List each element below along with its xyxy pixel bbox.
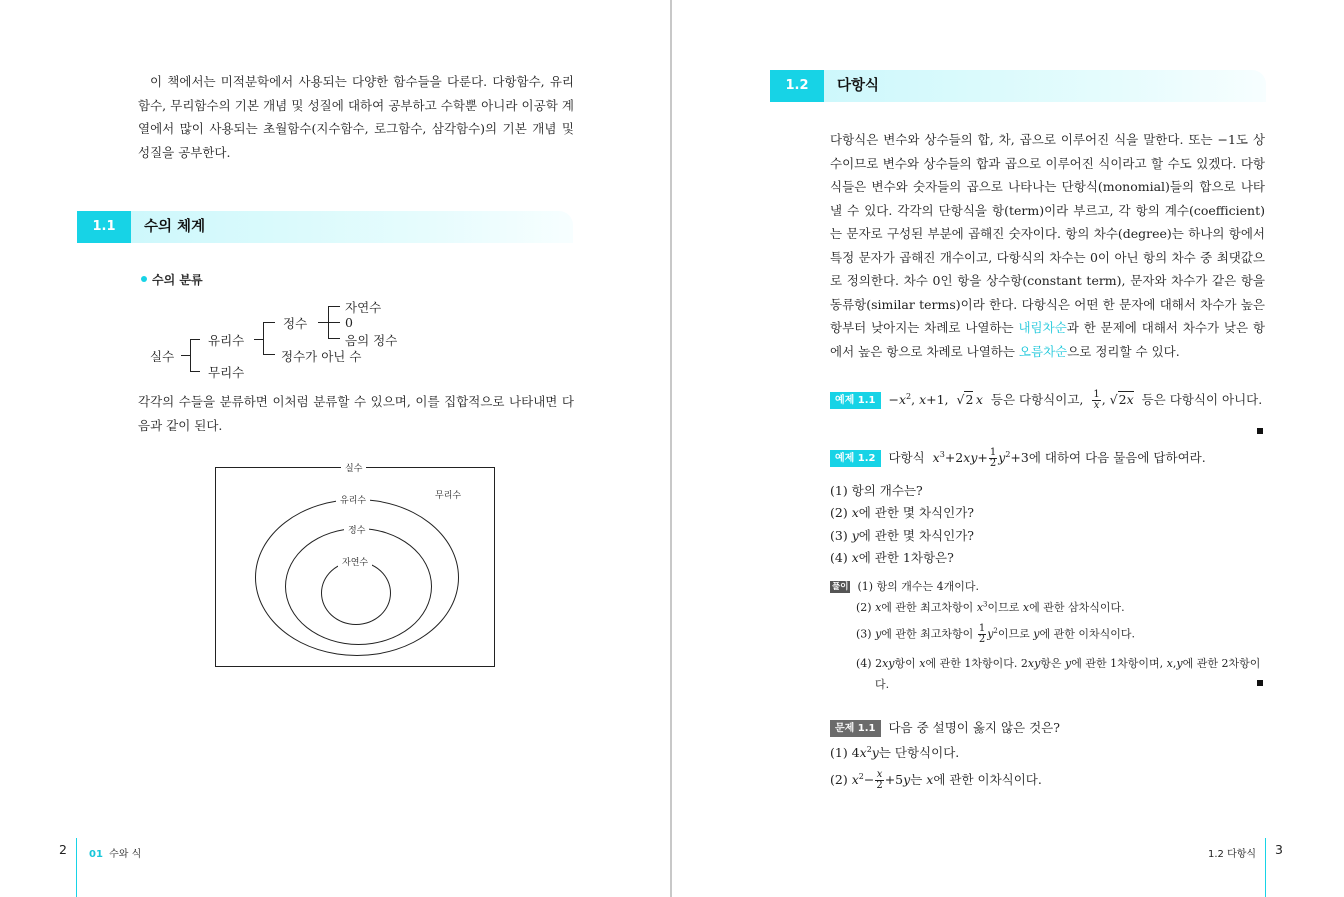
natural-set: [321, 561, 391, 625]
venn-label-rational: 유리수: [336, 493, 370, 506]
solution-1: 풀이 (1) 항의 개수는 4개이다.: [832, 580, 980, 593]
section-header-1-2: [770, 70, 1266, 102]
classification-paragraph: 각각의 수들을 분류하면 이처럼 분류할 수 있으며, 이를 집합적으로 나타내면 다음과 같이 된다.: [138, 394, 574, 433]
solution-badge: 풀이: [832, 582, 849, 592]
tree-rational: 유리수: [208, 333, 245, 348]
venn-label-integer: 정수: [344, 523, 369, 536]
venn-label-natural: 자연수: [338, 555, 372, 568]
term-descending: 내림차순: [1018, 320, 1067, 335]
qed-mark: [1257, 680, 1263, 686]
polynomial-paragraph: 다항식은 변수와 상수들의 합, 차, 곱으로 이루어진 식을 말한다. 또는 −1도 상수이므로 변수와 상수들의 합과 곱으로 이루어진 식이라고 할 수도 있겠다. 다항식들은 변수와 숫자들의 곱으로 나타나는 단항식(monomial)들의 합으로 나타낼 수 있다. 각각의 단항식을 항(term)이라 부르고, 각 항의 계수(coefficient)는 문자로 구성된 부분에 곱해진 숫자이다. 항의 차수(degree)는 하나의 항에서 특정 문자가 곱해진 개수이고, 다항식의 차수는 0이 아닌 항의 차수 중 최댓값으로 정의한다. 차수 0인 항을 상수항(constant term), 문자와 차수가 같은 항을 동류항(similar terms)이라 한다. 다항식은 어떤 한 문자에 대해서 차수가 높은 항부터 낮아지는 차례로 나열하는 내림차순과 한 문제에 대해서 차수가 낮은 항에서 높은 항으로 차례로 나열하는 오름차순으로 정리할 수 있다.: [830, 132, 1265, 359]
solution-3: (3) y에 관한 최고차항이 $\frac{1}{2}$ $y^2$이므로 y에 관한 이차식이다.: [856, 623, 1135, 645]
left-page: [0, 0, 670, 897]
example-badge: 예제 1.2: [830, 450, 881, 467]
problem-1-1: 문제 1.1 다음 중 설명이 옳지 않은 것은?: [830, 718, 1060, 737]
footer-rule-left: [76, 838, 77, 897]
tree-natural: 자연수: [345, 300, 382, 315]
solution-2: (2) x에 관한 최고차항이 $x^3$이므로 x에 관한 삼차식이다.: [856, 600, 1125, 614]
venn-label-irrational: 무리수: [431, 488, 465, 501]
intro-paragraph: 이 책에서는 미적분학에서 사용되는 다양한 함수들을 다룬다. 다항함수, 유리함수, 무리함수의 기본 개념 및 성질에 대하여 공부하고 수학뿐 아니라 이공학 계열에서 많이 사용되는 초월함수(지수함수, 로그함수, 삼각함수)의 기본 개념 및 성질을 공부한다.: [138, 74, 574, 160]
right-page: [672, 0, 1344, 897]
section-header-1-1: [77, 211, 573, 243]
section-number: 1.2: [770, 70, 824, 102]
tree-real: 실수: [150, 349, 175, 364]
tree-integer: 정수: [283, 316, 308, 331]
problem-badge: 문제 1.1: [830, 720, 881, 737]
section-title: 수의 체계: [144, 219, 206, 235]
question-3: (3) y에 관한 몇 차식인가?: [830, 528, 974, 543]
solution-4-cont: 다.: [875, 678, 890, 691]
section-title: 다항식: [837, 78, 880, 94]
venn-label-real: 실수: [341, 461, 366, 474]
problem-option-2: (2) $x^2-$ $\frac{x}{2}$ +5y는 x에 관한 이차식이다.: [830, 769, 1042, 791]
section-footer: 1.2 다항식: [1208, 849, 1257, 860]
problem-option-1: (1) $4x^2y$는 단항식이다.: [830, 744, 960, 760]
set-diagram: [215, 464, 495, 667]
subsection-heading: 수의 분류: [141, 271, 203, 288]
example-1-1: 예제 $1.1 -x^2$, x+1, √2 x 등은 다항식이고, $\frac{1}{x}$ , √2x 등은 다항식이 아니다.: [830, 390, 1262, 411]
question-1: (1) 항의 개수는?: [830, 483, 923, 498]
tree-irrational: 무리수: [208, 365, 245, 380]
solution-4: (4) 2xy항이 x에 관한 1차항이다. 2xy항은 y에 관한 1차항이며, x,y에 관한 2차항이: [856, 657, 1261, 670]
bullet-dot-icon: [141, 276, 147, 282]
page-number-right: 3: [1275, 842, 1283, 857]
qed-mark: [1257, 428, 1263, 434]
section-number: 1.1: [77, 211, 131, 243]
tree-negative: 음의 정수: [345, 333, 398, 348]
example-1-2: 예제 1.2 다항식 $x^3+2xy+$ $\frac{1}{2}$ $y^2+3$에 대하여 다음 물음에 답하여라.: [830, 448, 1206, 469]
footer-rule-right: [1265, 838, 1266, 897]
question-4: (4) x에 관한 1차항은?: [830, 550, 954, 565]
tree-zero: 0: [345, 315, 353, 330]
example-badge: 예제 1.1: [830, 392, 881, 409]
tree-non-integer: 정수가 아닌 수: [281, 349, 362, 364]
term-ascending: 오름차순: [1018, 343, 1068, 359]
page-number-left: 2: [59, 842, 67, 857]
question-2: (2) x에 관한 몇 차식인가?: [830, 505, 974, 520]
chapter-footer: 01 수와 식: [89, 849, 142, 860]
